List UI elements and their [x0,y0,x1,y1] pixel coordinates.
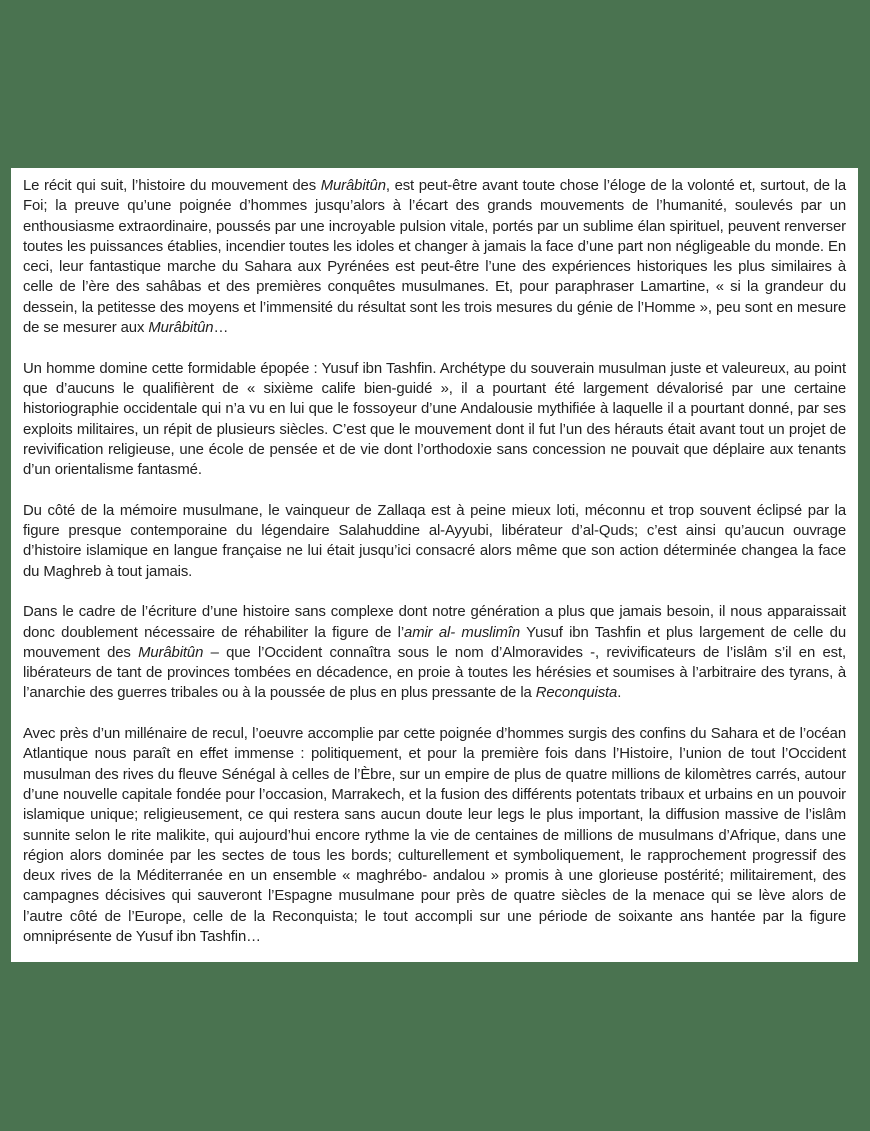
paragraph-3 [23,501,846,582]
text-run: … [213,320,229,337]
text-run: Avec près d’un millénaire de recul, l’oeuvre accomplie par cette poignée d’hommes surgis des confins du Sahara et de l’océan Atlantique nous paraît en effet immense : politiquement, et pour la première fois dans l’Histoire, l’union de tout l’Occident musulman des rives du fleuve Sénégal à celles de l’Èbre, sur un empire de plus de quatre millions de kilomètres carrés, autour d’une nouvelle capitale fondée pour l’occasion, Marrakech, et la fusion des différents potentats tribaux et urbains en un pouvoir islamique unique; religieusement, ce qui restera sans aucun doute leur legs le plus important, la diffusion massive de l’islâm sunnite selon le rite malikite, qui aujourd’hui encore rythme la vie de centaines de millions de musulmans d’Afrique, dans une région alors dominée par les sectes de tous les bords; culturellement et symboliquement, le rapprochement progressif des deux rives de la Méditerranée en un ensemble « maghrébo- andalou » promis à une glorieuse postérité; militairement, des campagnes décisives qui sauveront l’Espagne musulmane pour près de quatre siècles de la menace qui se lève alors de l’autre côté de l’Europe, celle de la Reconquista; le tout accompli sur une période de soixante ans hantée par la figure omniprésente de Yusuf ibn Tashfin… [23,726,846,945]
paragraph-1 [23,176,846,338]
italic-term: Murâbitûn [138,644,204,661]
text-run: Le récit qui suit, l’histoire du mouvement des [23,178,321,194]
paragraph-5 [23,724,846,947]
paragraph-4 [23,602,846,703]
text-run: Un homme domine cette formidable épopée : Yusuf ibn Tashfin. Archétype du souverain musulman juste et valeureux, au point que d’aucuns le qualifièrent de « sixième calife bien-guidé », il a pourtant été largement dévalorisé par une certaine historiographie occidentale qui n’a vu en lui que le fossoyeur d’une Andalousie mythifiée à laquelle il a pourtant donné, par ses exploits militaires, un répit de plusieurs siècles. C’est que le mouvement dont il fut l’un des hérauts était avant tout un projet de revivification religieuse, une école de pensée et de vie dont l’orthodoxie sans concession ne pouvait que déplaire aux tenants d’un orientalisme fantasmé. [23,360,846,479]
text-run: Du côté de la mémoire musulmane, le vainqueur de Zallaqa est à peine mieux loti, méconnu et trop souvent éclipsé par la figure presque contemporaine du légendaire Salahuddine al-Ayyubi, libérateur d’al-Quds; c’est ainsi qu’aucun ouvrage d’histoire islamique en langue française ne lui était jusqu’ici consacré alors même que son action déterminée changea la face du Maghreb à tout jamais. [23,502,846,580]
italic-term: Murâbitûn [320,178,386,194]
italic-term: Murâbitûn [148,320,214,337]
text-run: Yusuf ibn Tashfin et plus largement de celle du mouvement des [23,624,847,661]
italic-term: amir al- muslimîn [404,624,521,641]
text-page [11,168,858,962]
text-run: – que l’Occident connaîtra sous le nom d’Almoravides -, revivificateurs de l’islâm s’il en est, libérateurs de tant de provinces tombées en décadence, en proie à toutes les hérésies et soumises à l’arbitraire des tyrans, à l’anarchie des guerres tribales ou à la poussée de plus en plus pressante de la [23,644,846,702]
text-run: Dans le cadre de l’écriture d’une histoire sans complexe dont notre génération a plus que jamais besoin, il nous apparaissait donc doublement nécessaire de réhabiliter la figure de l’ [23,604,846,641]
text-run: , est peut-être avant toute chose l’éloge de la volonté et, surtout, de la Foi; la preuve qu’une poignée d’hommes jusqu’alors à l’écart des grands mouvements de l’humanité, soulevés par un enthousiasme extraordinaire, poussés par une incroyable pulsion vitale, portés par un sublime élan spirituel, peuvent renverser toutes les puissances établies, incendier toutes les idoles et changer à jamais la face d’une part non négligeable du monde. En ceci, leur fantastique marche du Sahara aux Pyrénées est peut-être l’une des expériences historiques les plus similaires à celle de l’ère des sahâbas et des premières conquêtes musulmanes. Et, pour paraphraser Lamartine, « si la grandeur du dessein, la petitesse des moyens et l’immensité du résultat sont les trois mesures du génie de l’Homme », peu sont en mesure de se mesurer aux [23,178,846,337]
italic-term: Reconquista [535,685,618,702]
text-run: . [617,685,622,702]
paragraph-2 [23,359,846,481]
